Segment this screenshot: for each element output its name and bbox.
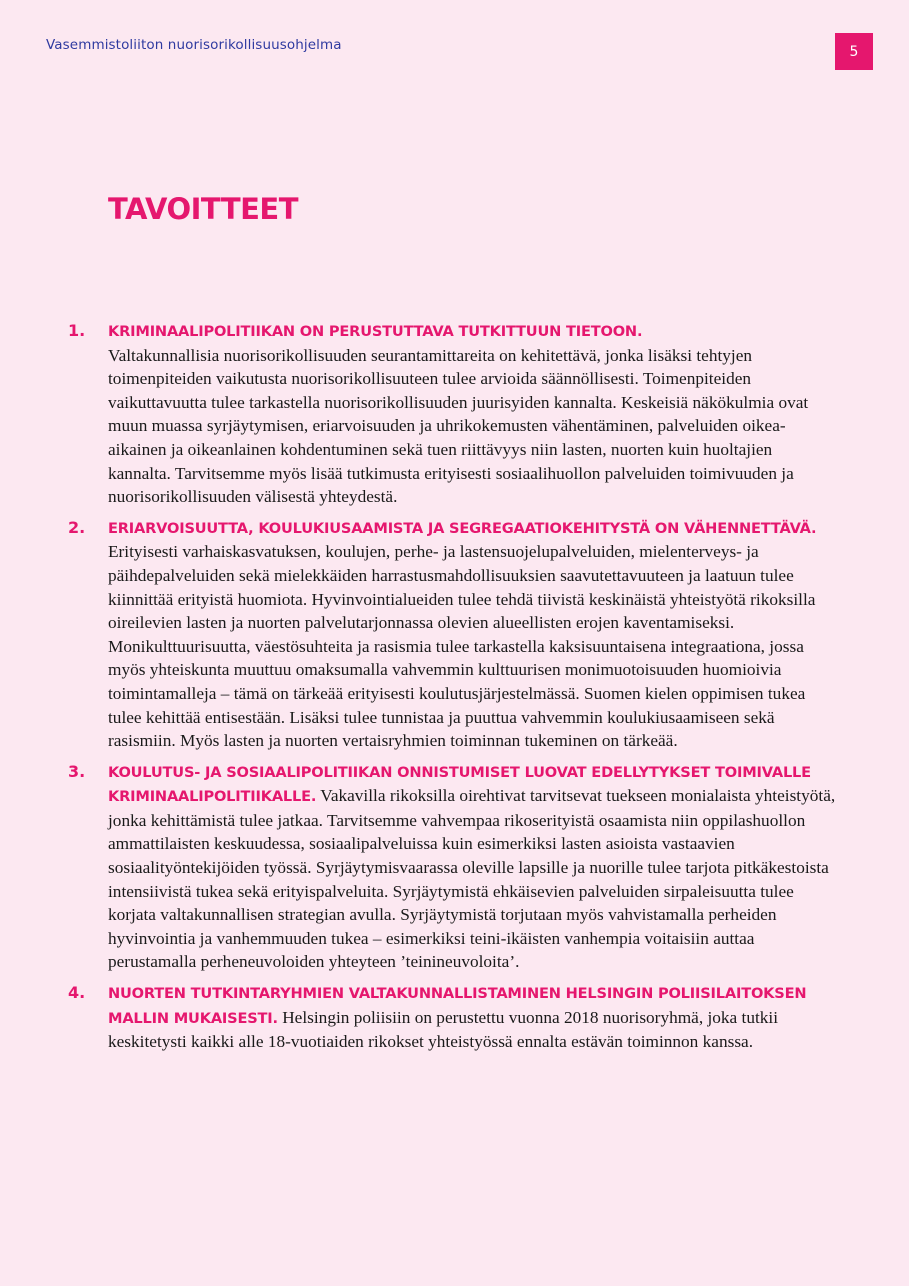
goal-body: Vakavilla rikoksilla oirehtivat tarvitsevat tuekseen monialaista yhteistyötä, jonka kehittämistä tulee jatkaa. Tarvitsemme vahvempaa rikoserityistä osaamista niin oppilashuollon ammattilaisten keskuudessa, sosiaalipalveluissa kuin esimerkiksi lasten asioista vastaavien sosiaalityöntekijöiden työssä. Syrjäytymisvaarassa oleville lapsille ja nuorille tulee tarjota pitkäkestoista intensiivistä tukea sekä erityispalveluita. Syrjäytymistä ehkäisevien palveluiden sirpaleisuutta tulee korjata valtakunnallisen strategian avulla. Syrjäytymistä torjutaan myös vahvistamalla perheiden hyvinvointia ja vanhemmuuden tukea – esimerkiksi teini-ikäisten vanhempia voitaisiin auttaa perustamalla perheneuvoloiden yhteyteen ’teinineuvoloita’.	[108, 786, 836, 972]
goal-item	[68, 319, 838, 509]
goals-list	[68, 319, 838, 1061]
goal-number: 2.	[68, 517, 86, 537]
goal-item	[68, 981, 838, 1054]
page-number: 5	[835, 33, 873, 70]
goal-heading: ERIARVOISUUTTA, KOULUKIUSAAMISTA JA SEGREGAATIOKEHITYSTÄ ON VÄHENNETTÄVÄ.	[108, 519, 817, 537]
goal-number: 3.	[68, 761, 86, 781]
goal-number: 4.	[68, 983, 86, 1003]
goal-heading: KOULUTUS- JA SOSIAALIPOLITIIKAN ONNISTUMISET LUOVAT EDELLYTYKSET TOIMIVALLE KRIMINAALIPOLITIIKALLE.	[108, 763, 811, 806]
goal-body: Valtakunnallisia nuorisorikollisuuden seurantamittareita on kehitettävä, jonka lisäksi tehtyjen toimenpiteiden vaikutusta nuorisorikollisuuteen tulee arvioida säännöllisesti. Toimenpiteiden vaikuttavuutta tulee tarkastella nuorisorikollisuuden juurisyiden kannalta. Keskeisiä näkökulmia ovat muun muassa syrjäytymisen, eriarvoisuuden ja uhrikokemusten vähentäminen, palveluiden oikea-aikainen ja oikeanlainen kohdentuminen sekä tuen riittävyys niin lasten, nuorten kuin huoltajien kannalta. Tarvitsemme myös lisää tutkimusta erityisesti sosiaalihuollon palveluiden toimivuuden ja nuorisorikollisuuden välisestä yhteydestä.	[108, 345, 809, 507]
goal-heading: KRIMINAALIPOLITIIKAN ON PERUSTUTTAVA TUTKITTUUN TIETOON.	[108, 323, 643, 340]
goal-item	[68, 760, 838, 974]
goal-item	[68, 516, 838, 753]
publication-title: Vasemmistoliiton nuorisorikollisuusohjelma	[46, 37, 342, 53]
goal-number: 1.	[68, 321, 86, 340]
section-title: TAVOITTEET	[108, 192, 299, 226]
goal-body: Helsingin poliisiin on perustettu vuonna 2018 nuorisoryhmä, joka tutkii keskitetysti kaikki alle 18-vuotiaiden rikokset yhteistyössä ennalta estävän toiminnon kanssa.	[108, 1007, 779, 1052]
goal-heading: NUORTEN TUTKINTARYHMIEN VALTAKUNNALLISTAMINEN HELSINGIN POLIISILAITOKSEN MALLIN MUKAISESTI.	[108, 985, 807, 1027]
goal-body: Erityisesti varhaiskasvatuksen, koulujen, perhe- ja lastensuojelupalveluiden, mielenterveys- ja päihdepalveluiden sekä mielekkäiden harrastusmahdollisuuksien saavutettavuuteen ja laatuun tulee kiinnittää erityistä huomiota. Hyvinvointialueiden tulee tehdä tiivistä keskinäistä yhteistyötä rikoksilla oireilevien lasten ja nuorten palvelutarjonnassa olevien alueellisten erojen kaventamiseksi. Monikulttuurisuutta, väestösuhteita ja rasismia tulee tarkastella kaksisuuntaisena integraationa, jossa myös yhteiskunta muuttuu omaksumalla vahvemmin kulttuurisen monimuotoisuuden huomioivia toimintamalleja – tämä on tärkeää erityisesti koulutusjärjestelmässä. Suomen kielen oppimisen tukea tulee kehittää entisestään. Lisäksi tulee tunnistaa ja puuttua vahvemmin koulukiusaamiseen sekä rasismiin. Myös lasten ja nuorten vertaisryhmien toiminnan tukeminen on tärkeää.	[108, 542, 816, 751]
